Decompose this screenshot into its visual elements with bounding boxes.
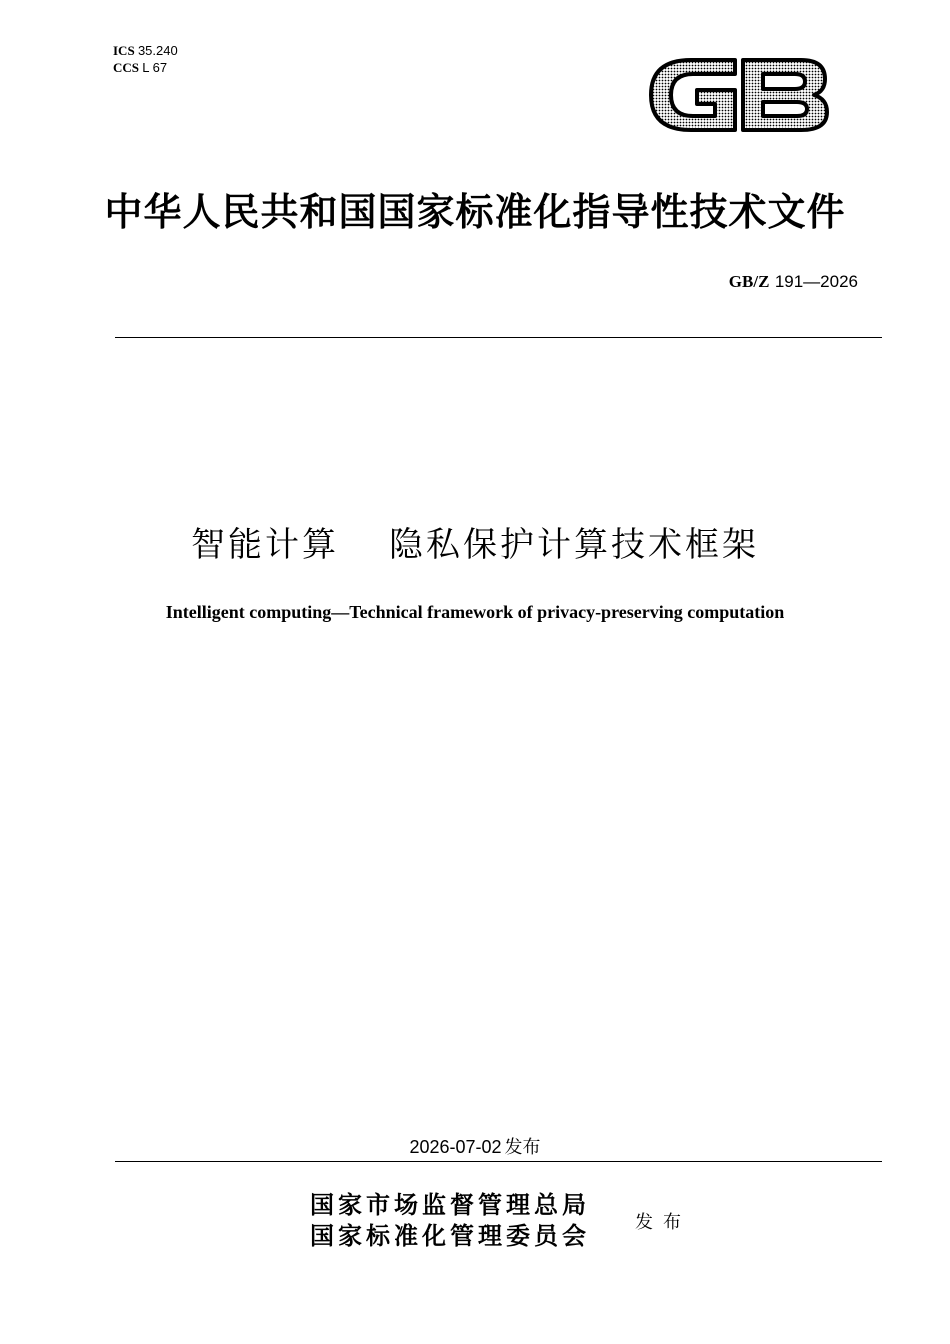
standard-prefix: GB/Z	[728, 272, 770, 291]
ccs-value: L 67	[142, 60, 168, 75]
publish-date-line	[0, 1133, 950, 1159]
gb-logo-graphic	[643, 46, 833, 144]
ccs-code	[113, 59, 178, 76]
gb-logo	[643, 46, 833, 144]
bottom-divider	[115, 1161, 882, 1162]
issuer-1: 国家市场监督管理总局	[310, 1190, 590, 1219]
issue-label: 发布	[635, 1212, 691, 1233]
title-chinese-part2: 隐私保护计算技术框架	[389, 525, 759, 565]
classification-codes	[113, 42, 178, 76]
title-chinese-part1: 智能计算	[191, 525, 339, 565]
issuing-authorities	[310, 1189, 590, 1251]
top-divider	[115, 337, 882, 338]
title-english: Intelligent computing—Technical framework of privacy-preserving computation	[165, 602, 785, 622]
issuer-2: 国家标准化管理委员会	[310, 1221, 590, 1250]
ics-label: ICS	[113, 43, 135, 58]
publish-date: 2026-07-02	[409, 1137, 502, 1157]
publish-label: 发布	[504, 1137, 541, 1158]
ics-value: 35.240	[137, 43, 178, 58]
standard-number	[729, 272, 858, 292]
standard-code: 191—2026	[774, 272, 858, 291]
document-type-title: 中华人民共和国国家标准化指导性技术文件	[104, 189, 846, 234]
ics-code	[113, 42, 178, 59]
title-chinese	[0, 517, 950, 566]
ccs-label: CCS	[113, 60, 140, 75]
